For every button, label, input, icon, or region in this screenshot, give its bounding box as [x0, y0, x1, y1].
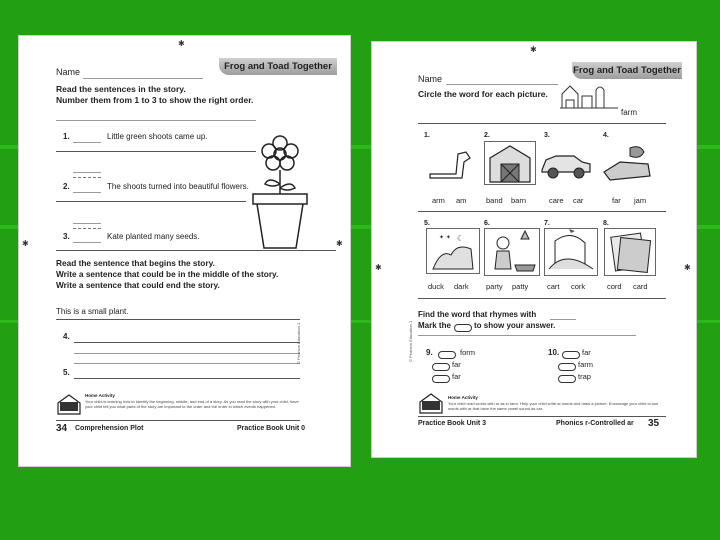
answer-word[interactable]: patty	[512, 282, 529, 291]
party-picture	[484, 228, 540, 276]
answer-oval-sample	[454, 324, 472, 332]
card-picture	[604, 228, 656, 276]
answer-word[interactable]: jam	[634, 196, 647, 205]
footer-title: Comprehension Plot	[75, 425, 144, 432]
barn-picture	[484, 141, 536, 185]
instruction-1b: Number them from 1 to 3 to show the right order.	[56, 95, 254, 105]
dark-picture	[426, 228, 480, 274]
name-line	[446, 84, 558, 85]
writing-line	[74, 342, 300, 343]
footer-divider	[418, 416, 666, 417]
item-number: 2.	[63, 182, 70, 191]
answer-word[interactable]: barn	[511, 196, 527, 205]
writing-line	[74, 353, 300, 354]
sentence-text: Little green shoots came up.	[107, 132, 208, 141]
option-text: far	[452, 360, 461, 369]
answer-word[interactable]: cord	[607, 282, 622, 291]
rhyme-instruction-2: Mark the	[418, 321, 451, 330]
question-number: 10.	[548, 348, 560, 357]
item-number: 6.	[484, 220, 490, 227]
school-home-logo	[56, 393, 82, 415]
answer-oval[interactable]	[432, 363, 450, 371]
jam-picture	[600, 142, 654, 184]
item-number: 1.	[424, 132, 430, 139]
footer-page-number: 34	[56, 423, 68, 434]
divider	[418, 298, 666, 299]
item-number: 5.	[63, 368, 70, 377]
instruction-1: Read the sentences in the story.	[56, 84, 186, 94]
footer-book: Practice Book Unit 3	[418, 420, 487, 427]
farm-example-illustration	[560, 80, 620, 110]
worksheet-banner: Frog and Toad Together	[219, 58, 337, 75]
answer-word[interactable]: cart	[547, 282, 560, 291]
rhyme-instruction-2b: to show your answer.	[474, 321, 556, 330]
flower-pot-illustration	[247, 132, 313, 252]
answer-blank	[73, 192, 101, 193]
answer-word[interactable]: dark	[454, 282, 469, 291]
registration-mark: ✱	[684, 263, 691, 272]
given-sentence: This is a small plant.	[56, 307, 129, 316]
item-number: 7.	[544, 220, 550, 227]
answer-word[interactable]: cork	[571, 282, 586, 291]
answer-word[interactable]: far	[612, 196, 621, 205]
answer-word[interactable]: party	[486, 282, 503, 291]
worksheet-right	[372, 42, 696, 457]
rhyme-instruction: Find the word that rhymes with	[418, 310, 537, 319]
registration-mark: ✱	[22, 239, 29, 248]
item-number: 1.	[63, 132, 70, 141]
svg-text:✦ ✦: ✦ ✦	[439, 234, 451, 241]
answer-word[interactable]: car	[573, 196, 584, 205]
question-number: 9.	[426, 348, 433, 357]
footer-title: Phonics r-Controlled ar	[556, 420, 634, 427]
answer-word[interactable]: arm	[432, 196, 445, 205]
car-picture	[540, 146, 592, 180]
copyright-side-text: © Pearson Education 1	[296, 322, 301, 364]
divider	[418, 335, 636, 336]
divider	[56, 151, 256, 152]
arm-picture	[426, 140, 476, 184]
registration-mark: ✱	[375, 263, 382, 272]
divider	[56, 120, 256, 121]
cart-picture	[544, 228, 598, 276]
writing-line	[74, 378, 300, 379]
divider	[56, 201, 246, 202]
name-label: Name	[56, 67, 81, 77]
answer-word[interactable]: card	[633, 282, 648, 291]
item-number: 5.	[424, 220, 430, 227]
name-line	[83, 78, 203, 79]
answer-blank	[73, 223, 101, 224]
answer-oval[interactable]	[558, 375, 576, 383]
writing-line	[56, 319, 300, 320]
item-number: 4.	[603, 132, 609, 139]
footer-page-number: 35	[648, 418, 660, 429]
home-activity-label: Home Activity	[85, 393, 115, 398]
answer-oval[interactable]	[558, 363, 576, 371]
example-word: farm	[621, 108, 637, 117]
home-activity-text: Your child read words with ar as in farm. Help your child write ar words and draw a picture. Encourage your child to use words with ar that have the same vowel sound as car.	[448, 401, 659, 411]
registration-mark: ✱	[530, 45, 537, 54]
item-number: 8.	[603, 220, 609, 227]
rhyme-word-blank	[550, 319, 576, 320]
answer-word[interactable]: care	[549, 196, 564, 205]
answer-word[interactable]: am	[456, 196, 467, 205]
instruction-2b: Write a sentence that could be in the middle of the story.	[56, 269, 279, 279]
answer-oval[interactable]	[432, 375, 450, 383]
option-text: trap	[578, 372, 591, 381]
svg-text:☾: ☾	[457, 234, 465, 243]
answer-blank	[73, 172, 101, 173]
copyright-side-text: © Pearson Education 1	[408, 320, 413, 362]
writing-line	[74, 363, 300, 364]
answer-word[interactable]: band	[486, 196, 503, 205]
item-number: 3.	[63, 232, 70, 241]
answer-blank-dashed	[73, 228, 101, 229]
name-label: Name	[418, 74, 443, 84]
instruction-2c: Write a sentence that could end the story.	[56, 280, 220, 290]
registration-mark: ✱	[178, 39, 185, 48]
divider	[418, 123, 666, 124]
answer-oval[interactable]	[562, 351, 580, 359]
instruction-2: Read the sentence that begins the story.	[56, 258, 215, 268]
worksheet-banner: Frog and Toad Together	[572, 62, 682, 79]
divider	[418, 211, 666, 212]
item-number: 2.	[484, 132, 490, 139]
answer-word[interactable]: duck	[428, 282, 444, 291]
option-text: farm	[578, 360, 593, 369]
answer-blank	[73, 242, 101, 243]
answer-blank	[73, 142, 101, 143]
option-text: far	[452, 372, 461, 381]
option-text: far	[582, 348, 591, 357]
footer-divider	[56, 420, 300, 421]
answer-oval[interactable]	[438, 351, 456, 359]
registration-mark: ✱	[336, 239, 343, 248]
sentence-text: The shoots turned into beautiful flowers.	[107, 182, 249, 191]
sentence-text: Kate planted many seeds.	[107, 232, 200, 241]
instruction: Circle the word for each picture.	[418, 89, 548, 99]
worksheet-left	[19, 36, 350, 466]
footer-book: Practice Book Unit 0	[237, 425, 306, 432]
answer-blank-dashed	[73, 177, 101, 178]
option-text: form	[460, 348, 475, 357]
home-activity-label: Home Activity	[448, 395, 478, 400]
school-home-logo	[418, 392, 444, 414]
item-number: 4.	[63, 332, 70, 341]
home-activity-text: Your child is learning how to identify the beginning, middle, and end of a story. As you read the story with your child, have your child tell you what parts of the story are important to the order and the order in which events happened.	[85, 399, 299, 409]
item-number: 3.	[544, 132, 550, 139]
